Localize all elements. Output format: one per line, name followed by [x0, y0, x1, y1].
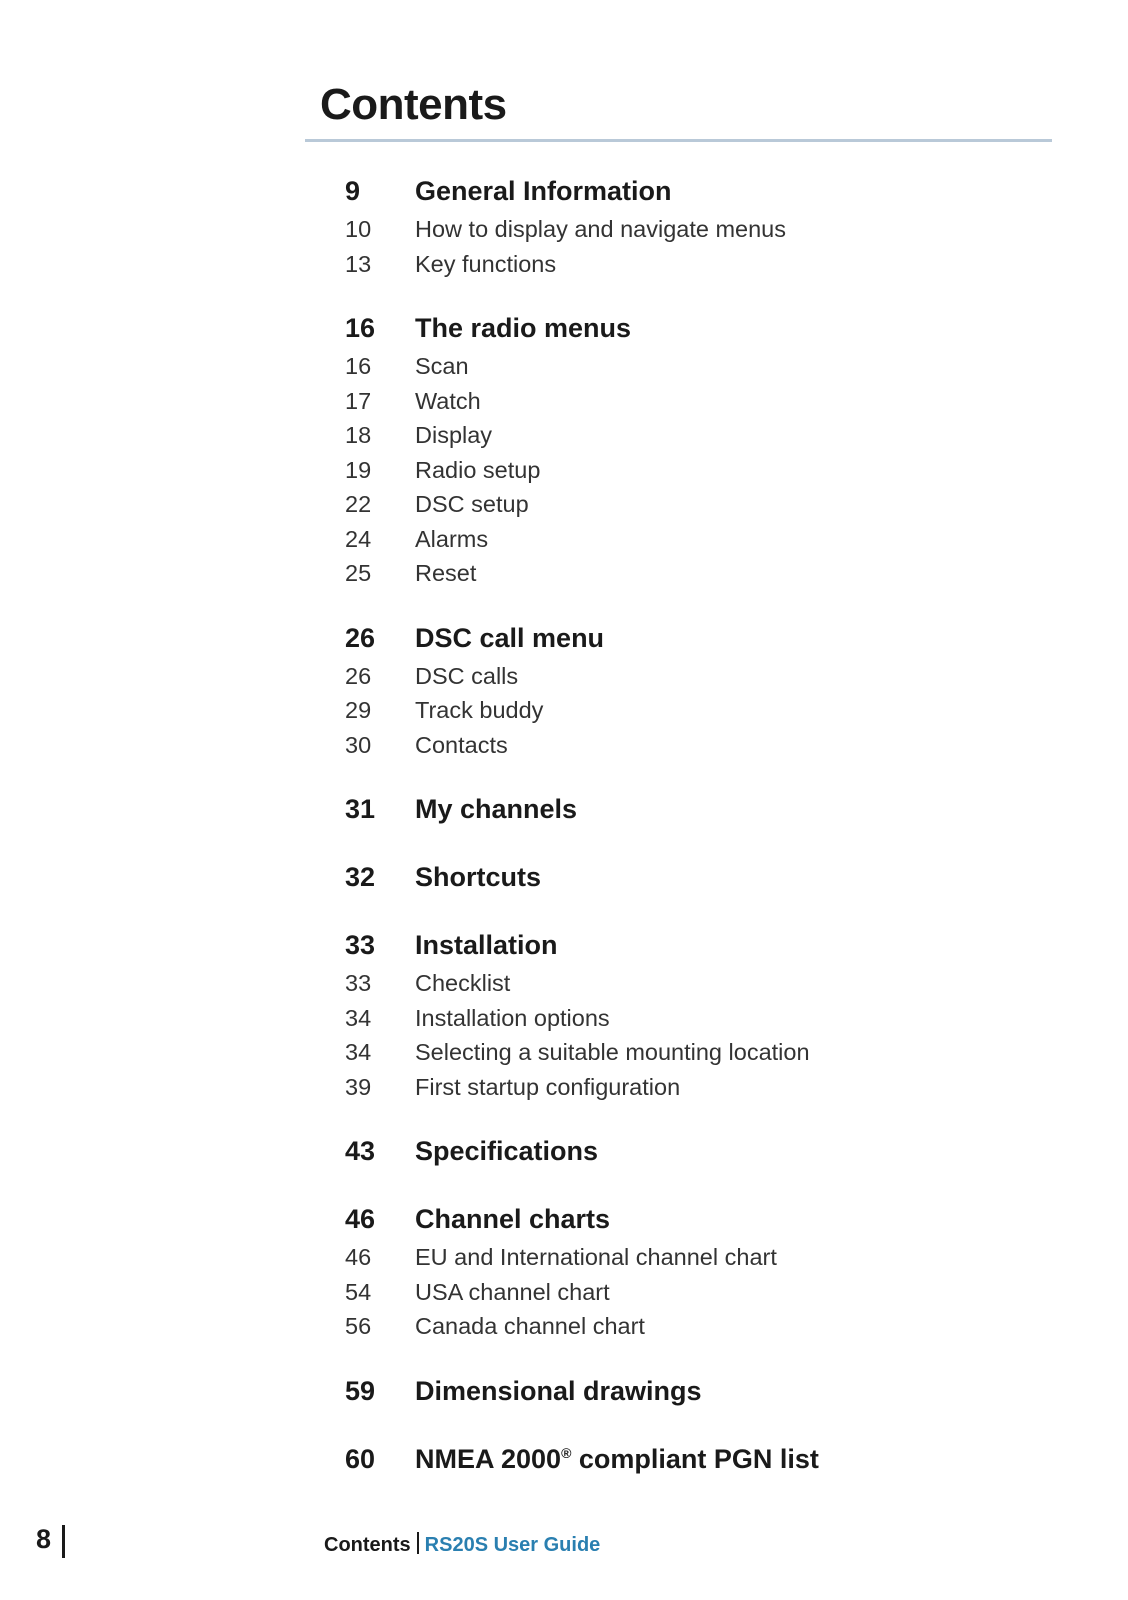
- title-divider: [305, 139, 1052, 142]
- toc-subentry-page-number: 33: [345, 970, 372, 996]
- toc-subentry-page-number: 22: [345, 491, 372, 517]
- toc-chapter-title-text: Dimensional drawings: [415, 1375, 702, 1406]
- toc-section: [345, 1376, 1065, 1416]
- toc-chapter-page-number: 31: [345, 794, 376, 824]
- toc-chapter-entry[interactable]: [345, 794, 1065, 834]
- toc-subentry[interactable]: [345, 560, 1065, 595]
- toc-subentry-page-number: 17: [345, 387, 372, 414]
- toc-chapter-entry[interactable]: [345, 930, 1065, 970]
- toc-subentry-title: Display: [415, 422, 493, 448]
- toc-section: [345, 623, 1065, 767]
- toc-subentry-title: EU and International channel chart: [415, 1244, 777, 1270]
- toc-chapter-entry[interactable]: [345, 1444, 1065, 1484]
- toc-chapter-title-text: General Information: [415, 176, 672, 206]
- toc-chapter-page-number: 33: [345, 930, 376, 960]
- toc-chapter-page-number: 32: [345, 862, 376, 892]
- toc-subentry-title: Contacts: [415, 731, 508, 758]
- toc-section: [345, 930, 1065, 1108]
- toc-chapter-page-number: 46: [345, 1204, 376, 1234]
- toc-section: [345, 1136, 1065, 1176]
- footer-page-number: 8: [36, 1524, 52, 1554]
- page-title: Contents: [320, 80, 507, 129]
- toc-chapter-title: [415, 623, 604, 654]
- toc-subentry[interactable]: [345, 388, 1065, 423]
- toc-chapter-title-text: NMEA 2000: [415, 1443, 562, 1474]
- toc-subentry-page-number: 34: [345, 1004, 372, 1031]
- toc-subentry-title: First startup configuration: [415, 1073, 681, 1100]
- toc-chapter-entry[interactable]: [345, 623, 1065, 663]
- toc-subentry-page-number: 13: [345, 250, 372, 277]
- toc-subentry-page-number: 10: [345, 216, 372, 242]
- footer-separator: [417, 1532, 419, 1554]
- toc-chapter-page-number: 26: [345, 622, 376, 653]
- toc-subentry-page-number: 29: [345, 697, 372, 723]
- toc-section: [345, 794, 1065, 834]
- toc-chapter-entry[interactable]: [345, 862, 1065, 902]
- toc-chapter-title-suffix: compliant PGN list: [571, 1443, 819, 1474]
- toc-subentry[interactable]: [345, 663, 1065, 698]
- toc-chapter-entry[interactable]: [345, 1376, 1065, 1416]
- toc-chapter-page-number: 9: [345, 176, 361, 206]
- toc-subentry-page-number: 30: [345, 731, 372, 758]
- toc-subentry-page-number: 16: [345, 353, 372, 379]
- toc-subentry-title: How to display and navigate menus: [415, 216, 786, 242]
- toc-chapter-title-text: My channels: [415, 794, 578, 824]
- toc-chapter-page-number: 16: [345, 313, 376, 343]
- toc-subentry-page-number: 34: [345, 1039, 372, 1065]
- toc-subentry-page-number: 56: [345, 1313, 372, 1339]
- toc-subentry-title: DSC setup: [415, 491, 529, 517]
- toc-subentry[interactable]: [345, 526, 1065, 561]
- footer-running-title: [324, 1532, 600, 1557]
- toc-subentry[interactable]: [345, 251, 1065, 286]
- toc-subentry-title: Checklist: [415, 970, 511, 996]
- toc-subentry-page-number: 26: [345, 662, 372, 689]
- toc-chapter-title: [415, 794, 577, 825]
- toc-subentry[interactable]: [345, 970, 1065, 1005]
- footer-section-label: Contents: [324, 1534, 411, 1556]
- toc-subentry[interactable]: [345, 353, 1065, 388]
- toc-subentry-title: Scan: [415, 353, 469, 379]
- toc-chapter-title: [415, 930, 558, 961]
- toc-chapter-entry[interactable]: [345, 1136, 1065, 1176]
- toc-chapter-title: [415, 1204, 610, 1235]
- toc-chapter-entry[interactable]: [345, 176, 1065, 216]
- toc-subentry-title: Reset: [415, 560, 477, 586]
- footer-page-divider: [62, 1525, 65, 1558]
- toc-section: [345, 862, 1065, 902]
- toc-subentry-page-number: 19: [345, 456, 372, 483]
- toc-chapter-entry[interactable]: [345, 1204, 1065, 1244]
- toc-section: [345, 313, 1065, 595]
- toc-subentry-title: Watch: [415, 387, 481, 414]
- toc-chapter-title: [415, 1136, 598, 1167]
- toc-chapter-page-number: 59: [345, 1375, 376, 1406]
- toc-subentry[interactable]: [345, 1279, 1065, 1314]
- toc-section: [345, 1444, 1065, 1484]
- toc-subentry-page-number: 24: [345, 525, 372, 552]
- toc-subentry-title: Radio setup: [415, 456, 541, 483]
- toc-subentry[interactable]: [345, 697, 1065, 732]
- toc-subentry[interactable]: [345, 1074, 1065, 1109]
- toc-chapter-title-text: Specifications: [415, 1136, 599, 1166]
- toc-subentry[interactable]: [345, 1313, 1065, 1348]
- toc-subentry-title: DSC calls: [415, 662, 519, 689]
- toc-subentry[interactable]: [345, 1005, 1065, 1040]
- footer-guide-title: RS20S User Guide: [424, 1534, 601, 1556]
- toc-chapter-entry[interactable]: [345, 313, 1065, 353]
- toc-chapter-title-text: Shortcuts: [415, 862, 542, 892]
- toc-chapter-title: [415, 1376, 702, 1407]
- toc-subentry-title: USA channel chart: [415, 1278, 610, 1305]
- toc-subentry-title: Selecting a suitable mounting location: [415, 1039, 810, 1065]
- toc-section: [345, 176, 1065, 285]
- registered-mark: ®: [561, 1444, 572, 1461]
- toc-subentry-page-number: 25: [345, 560, 372, 586]
- toc-subentry-title: Installation options: [415, 1004, 610, 1031]
- toc-subentry-page-number: 46: [345, 1244, 372, 1270]
- toc-subentry[interactable]: [345, 1244, 1065, 1279]
- toc-chapter-title-text: The radio menus: [415, 313, 632, 343]
- toc-subentry-page-number: 18: [345, 422, 372, 448]
- toc-subentry[interactable]: [345, 457, 1065, 492]
- toc-subentry-title: Canada channel chart: [415, 1313, 645, 1339]
- toc-chapter-page-number: 43: [345, 1136, 376, 1166]
- toc-subentry[interactable]: [345, 216, 1065, 251]
- toc-subentry-page-number: 39: [345, 1073, 372, 1100]
- toc-chapter-title-text: Channel charts: [415, 1204, 611, 1234]
- toc-subentry[interactable]: [345, 422, 1065, 457]
- toc-subentry-page-number: 54: [345, 1278, 372, 1305]
- toc-chapter-title-text: DSC call menu: [415, 622, 605, 653]
- table-of-contents: [345, 176, 1065, 1512]
- toc-chapter-title: [415, 862, 541, 893]
- toc-chapter-title: [415, 313, 631, 344]
- toc-chapter-page-number: 60: [345, 1443, 376, 1474]
- toc-subentry[interactable]: [345, 1039, 1065, 1074]
- toc-chapter-title-text: Installation: [415, 930, 558, 960]
- toc-section: [345, 1204, 1065, 1348]
- toc-subentry-title: Key functions: [415, 250, 557, 277]
- toc-subentry-title: Track buddy: [415, 697, 544, 723]
- toc-subentry[interactable]: [345, 732, 1065, 767]
- toc-chapter-title: [415, 1444, 819, 1475]
- toc-subentry-title: Alarms: [415, 525, 489, 552]
- toc-chapter-title: [415, 176, 672, 207]
- toc-subentry[interactable]: [345, 491, 1065, 526]
